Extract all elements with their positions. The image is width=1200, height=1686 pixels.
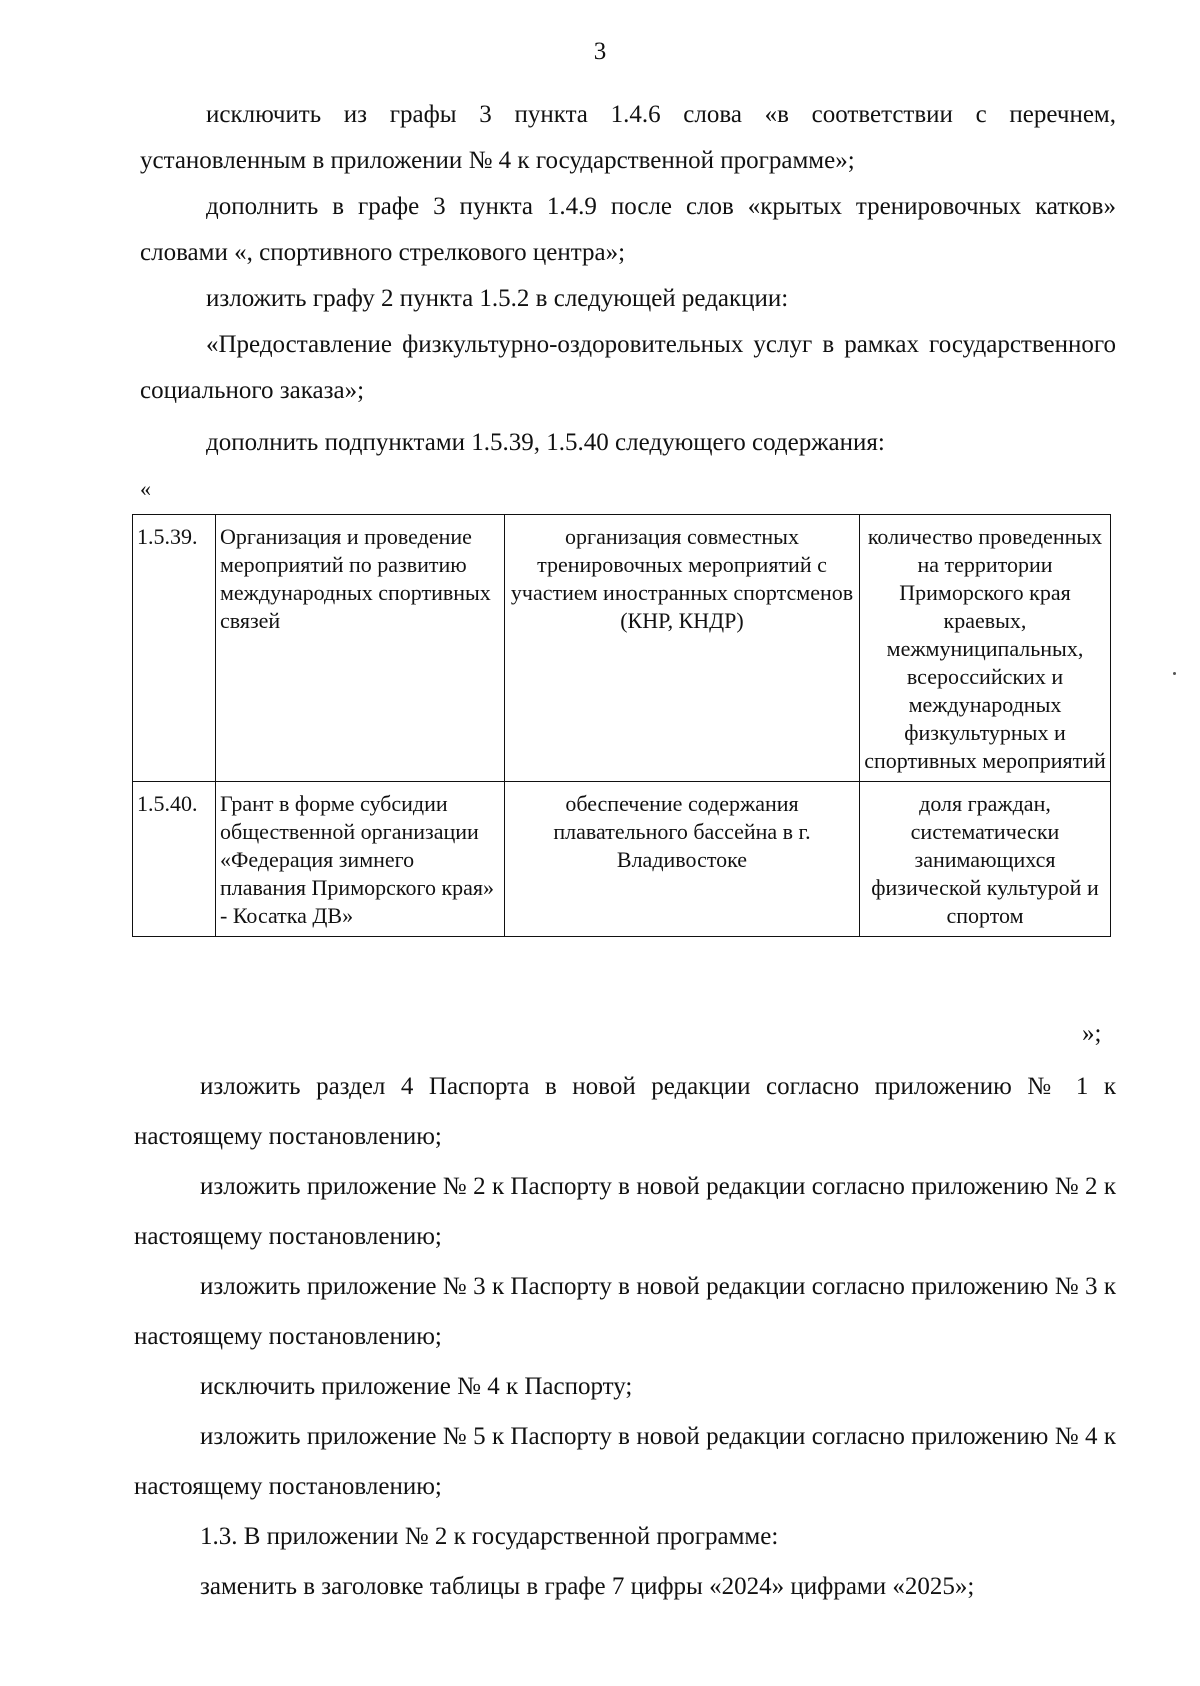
item-name: Грант в форме субсидии общественной организации «Федерация зимнего плавания Приморского края» - Косатка ДВ» bbox=[216, 782, 505, 937]
item-indicator: доля граждан, систематически занимающихся физической культурой и спортом bbox=[860, 782, 1111, 937]
paragraph: 1.3. В приложении № 2 к государственной программе: bbox=[200, 1523, 779, 1550]
page-number: 3 bbox=[593, 38, 607, 65]
intro-text bbox=[140, 92, 1116, 466]
item-number: 1.5.40. bbox=[133, 782, 216, 937]
paragraph: дополнить в графе 3 пункта 1.4.9 после слов «крытых тренировочных катков» словами «, спортивного стрелкового центра»; bbox=[140, 193, 1116, 266]
paragraph: «Предоставление физкультурно-оздоровительных услуг в рамках государственного социального заказа»; bbox=[140, 331, 1116, 404]
table-close-quote: »; bbox=[1082, 1020, 1102, 1047]
paragraph: изложить приложение № 2 к Паспорту в новой редакции согласно приложению № 2 к настоящему постановлению; bbox=[134, 1173, 1116, 1250]
table-open-quote: « bbox=[140, 476, 151, 501]
paragraph: изложить приложение № 3 к Паспорту в новой редакции согласно приложению № 3 к настоящему постановлению; bbox=[134, 1273, 1116, 1350]
paragraph: дополнить подпунктами 1.5.39, 1.5.40 следующего содержания: bbox=[206, 429, 885, 456]
after-text bbox=[134, 1062, 1116, 1612]
item-number: 1.5.39. bbox=[133, 515, 216, 782]
paragraph: изложить графу 2 пункта 1.5.2 в следующей редакции: bbox=[206, 285, 789, 312]
item-indicator: количество проведенных на территории Приморского края краевых, межмуниципальных, всероссийских и международных физкультурных и спортивных мероприятий bbox=[860, 515, 1111, 782]
scan-speck bbox=[1173, 672, 1176, 675]
paragraph: исключить приложение № 4 к Паспорту; bbox=[200, 1373, 633, 1400]
program-items-table bbox=[132, 514, 1111, 937]
paragraph: заменить в заголовке таблицы в графе 7 цифры «2024» цифрами «2025»; bbox=[200, 1573, 975, 1600]
table-row bbox=[133, 782, 1111, 937]
item-name: Организация и проведение мероприятий по развитию международных спортивных связей bbox=[216, 515, 505, 782]
paragraph: изложить раздел 4 Паспорта в новой редакции согласно приложению № 1 к настоящему постановлению; bbox=[134, 1073, 1116, 1150]
paragraph: изложить приложение № 5 к Паспорту в новой редакции согласно приложению № 4 к настоящему постановлению; bbox=[134, 1423, 1116, 1500]
item-action: организация совместных тренировочных мероприятий с участием иностранных спортсменов (КНР, КНДР) bbox=[505, 515, 860, 782]
paragraph: исключить из графы 3 пункта 1.4.6 слова «в соответствии с перечнем, установленным в приложении № 4 к государственной программе»; bbox=[140, 101, 1116, 174]
table-row bbox=[133, 515, 1111, 782]
item-action: обеспечение содержания плавательного бассейна в г. Владивостоке bbox=[505, 782, 860, 937]
